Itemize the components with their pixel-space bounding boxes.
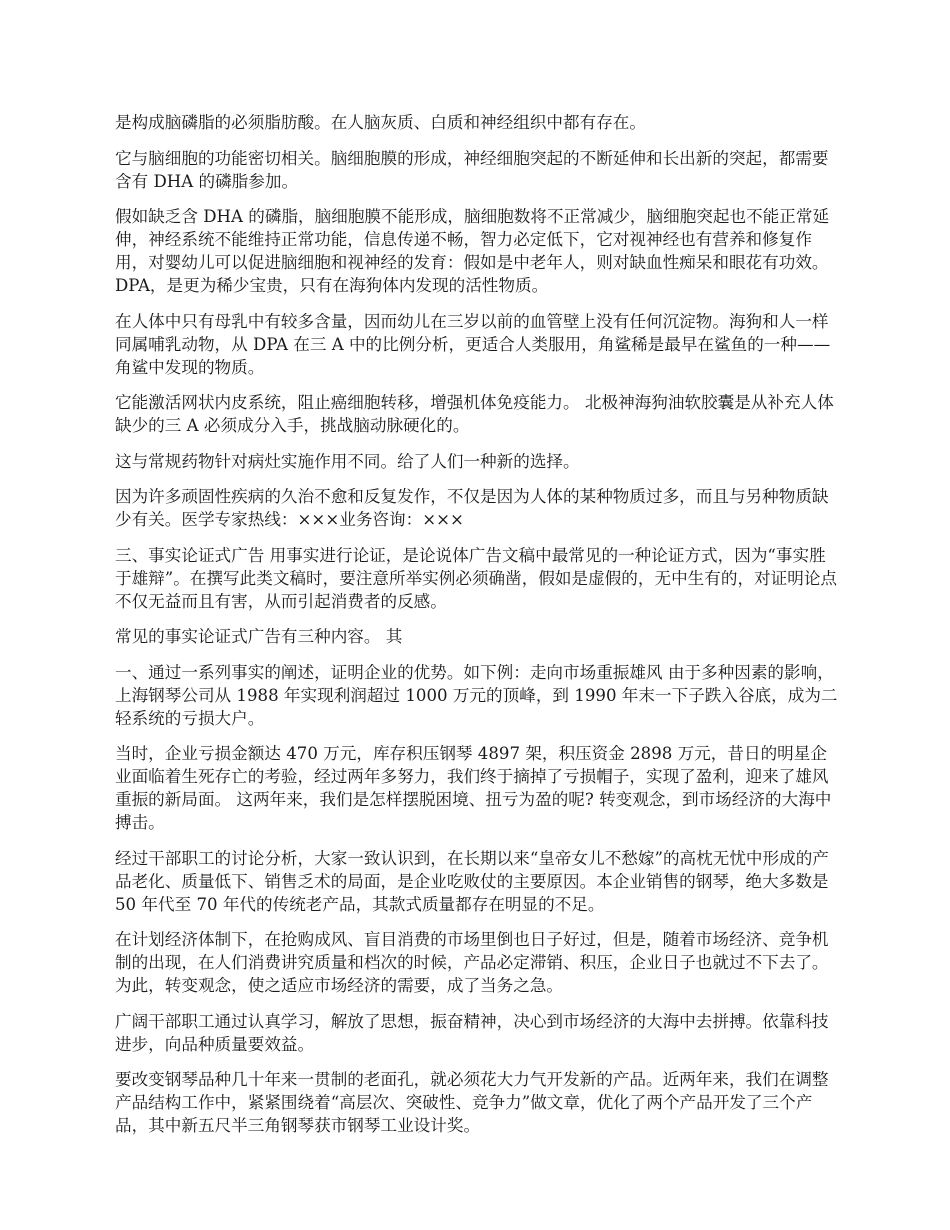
paragraph-12: 经过干部职工的讨论分析，大家一致认识到，在长期以来“皇帝女儿不愁嫁”的高枕无忧中形成的产品老化、质量低下、销售乏术的局面，是企业吃败仗的主要原因。本企业销售的钢琴，绝大多数是 50 年代至 70 年代的传统老产品，其款式质量都存在明显的不足。 <box>115 848 829 914</box>
paragraph-1: 是构成脑磷脂的必须脂肪酸。在人脑灰质、白质和神经组织中都有存在。 <box>115 113 646 132</box>
paragraph-13: 在计划经济体制下，在抢购成风、盲目消费的市场里倒也日子好过，但是，随着市场经济、竞争机制的出现，在人们消费讲究质量和档次的时候，产品必定滞销、积压，企业日子也就过不下去了。为此，转变观念，使之适应市场经济的需要，成了当务之急。 <box>115 930 829 995</box>
paragraph-2: 它与脑细胞的功能密切相关。脑细胞膜的形成，神经细胞突起的不断延伸和长出新的突起，都需要含有 DHA 的磷脂参加。 <box>115 148 829 191</box>
paragraph-7: 因为许多顽固性疾病的久治不愈和反复发作，不仅是因为人体的某种物质过多，而且与另种物质缺少有关。医学专家热线：×××业务咨询：××× <box>115 487 829 529</box>
paragraph-6: 这与常规药物针对病灶实施作用不同。给了人们一种新的选择。 <box>115 451 580 471</box>
paragraph-10: 一、通过一系列事实的阐述，证明企业的优势。如下例：走向市场重振雄风 由于多种因素的影响，上海钢琴公司从 1988 年实现利润超过 1000 万元的顶峰，到 1990 年末一下子跌入谷底，成为二轻系统的亏损大户。 <box>115 662 838 728</box>
paragraph-15: 要改变钢琴品种几十年来一贯制的老面孔，就必须花大力气开发新的产品。近两年来，我们在调整产品结构工作中，紧紧围绕着“高层次、突破性、竞争力”做文章，优化了两个产品开发了三个产品，其中新五尺半三角钢琴获市钢琴工业设计奖。 <box>115 1070 829 1135</box>
paragraph-9: 常见的事实论证式广告有三种内容。 其 <box>115 627 403 646</box>
paragraph-4: 在人体中只有母乳中有较多含量，因而幼儿在三岁以前的血管壁上没有任何沉淀物。海狗和人一样同属哺乳动物，从 DPA 在三 A 中的比例分析，更适合人类服用，角鲨稀是最早在鲨鱼的一种——角鲨中发现的物质。 <box>115 311 831 377</box>
paragraph-11: 当时，企业亏损金额达 470 万元，库存积压钢琴 4897 架，积压资金 2898 万元，昔日的明星企业面临着生死存亡的考验，经过两年多努力，我们终于摘掉了亏损帽子，实现了盈利，迎来了雄风重振的新局面。 这两年来，我们是怎样摆脱困境、扭亏为盈的呢? 转变观念，到市场经济的大海中搏击。 <box>115 744 832 832</box>
paragraph-14: 广阔干部职工通过认真学习，解放了思想，振奋精神，决心到市场经济的大海中去拼搏。依靠科技进步，向品种质量要效益。 <box>115 1011 829 1054</box>
paragraph-8: 三、事实论证式广告 用事实进行论证，是论说体广告文稿中最常见的一种论证方式，因为“事实胜于雄辩”。在撰写此类文稿时，要注意所举实例必须确凿，假如是虚假的，无中生有的，对证明论点不仅无益而且有害，从而引起消费者的反感。 <box>115 545 838 611</box>
document-page <box>115 111 840 1150</box>
paragraph-3: 假如缺乏含 DHA 的磷脂，脑细胞膜不能形成，脑细胞数将不正常减少，脑细胞突起也不能正常延伸，神经系统不能维持正常功能，信息传递不畅，智力必定低下，它对视神经也有营养和修复作用，对婴幼儿可以促进脑细胞和视神经的发育：假如是中老年人，则对缺血性痴呆和眼花有功效。 DPA，是更为稀少宝贵，只有在海狗体内发现的活性物质。 <box>115 207 830 295</box>
paragraph-5: 它能激活网状内皮系统，阻止癌细胞转移，增强机体免疫能力。 北极神海狗油软胶囊是从补充人体缺少的三 A 必须成分入手，挑战脑动脉硬化的。 <box>115 393 834 435</box>
